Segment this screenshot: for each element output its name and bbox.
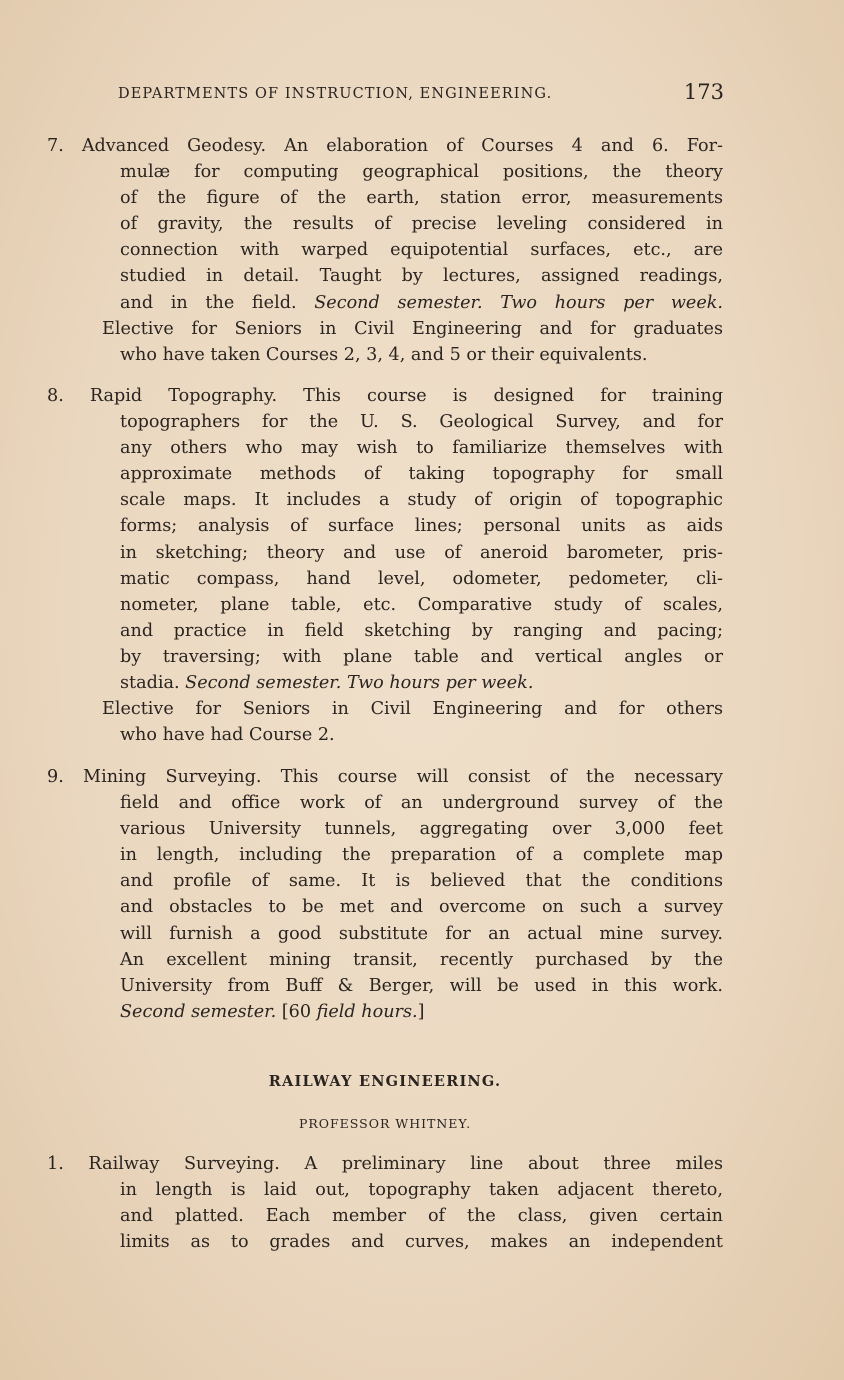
course-line: 7. Advanced Geodesy. An elaboration of Courses 4 and 6. For-	[47, 136, 723, 156]
course-line: approximate methods of taking topography for small	[120, 464, 723, 485]
course-text: and in the field.	[120, 292, 315, 313]
course-line: 9. Mining Surveying. This course will consist of the necessary	[47, 767, 723, 787]
section-heading: RAILWAY ENGINEERING.	[268, 1073, 502, 1090]
course-line	[47, 999, 723, 1025]
course-line: topographers for the U. S. Geological Survey, and for	[120, 412, 723, 433]
course-line: and profile of same. It is believed that the conditions	[120, 871, 723, 892]
course-line: of the figure of the earth, station error, measurements	[120, 188, 723, 209]
course-line: any others who may wish to familiarize themselves with	[120, 438, 723, 459]
course-8-rapid-topography	[47, 383, 723, 748]
course-schedule: Second semester.	[120, 1001, 277, 1022]
course-line: forms; analysis of surface lines; personal units as aids	[120, 516, 723, 537]
course-line: by traversing; with plane table and vertical angles or	[120, 646, 723, 667]
course-7-advanced-geodesy	[47, 133, 723, 368]
course-line: 1. Railway Surveying. A preliminary line about three miles	[47, 1154, 723, 1174]
running-head	[118, 80, 724, 110]
course-line: scale maps. It includes a study of origin of topographic	[120, 490, 723, 511]
course-line: mulæ for computing geographical positions, the theory	[120, 162, 723, 183]
course-line: and platted. Each member of the class, given certain	[120, 1206, 723, 1227]
course-line: various University tunnels, aggregating over 3,000 feet	[120, 819, 723, 840]
course-hours: field hours.	[316, 1001, 418, 1022]
elective-line: who have taken Courses 2, 3, 4, and 5 or their equivalents.	[120, 344, 648, 365]
course-line: field and office work of an underground survey of the	[120, 793, 723, 814]
page-number: 173	[683, 80, 724, 104]
course-line	[47, 670, 723, 696]
course-line: in length is laid out, topography taken adjacent thereto,	[120, 1180, 723, 1201]
course-line: limits as to grades and curves, makes an independent	[120, 1232, 723, 1253]
course-line: in sketching; theory and use of aneroid barometer, pris-	[120, 542, 723, 563]
course-text: ]	[417, 1001, 425, 1022]
course-line: connection with warped equipotential surfaces, etc., are	[120, 240, 723, 261]
course-line: and obstacles to be met and overcome on such a survey	[120, 897, 723, 918]
course-schedule: Second semester. Two hours per week.	[185, 673, 534, 694]
course-line: matic compass, hand level, odometer, pedometer, cli-	[120, 568, 723, 589]
course-line: 8. Rapid Topography. This course is designed for training	[47, 386, 723, 406]
running-title: DEPARTMENTS OF INSTRUCTION, ENGINEERING.	[118, 86, 553, 102]
course-text: [60	[276, 1001, 317, 1022]
course-line: nometer, plane table, etc. Comparative study of scales,	[120, 594, 723, 615]
course-line: studied in detail. Taught by lectures, assigned readings,	[120, 266, 723, 287]
course-9-mining-surveying	[47, 764, 723, 1025]
elective-line: Elective for Seniors in Civil Engineering and for others	[102, 699, 723, 720]
course-text: stadia.	[120, 673, 186, 694]
course-schedule: Second semester. Two hours per week.	[314, 292, 723, 313]
elective-line: Elective for Seniors in Civil Engineering and for graduates	[102, 318, 723, 339]
course-line	[47, 290, 723, 316]
course-line: University from Buff & Berger, will be used in this work.	[120, 975, 723, 996]
elective-line: who have had Course 2.	[120, 725, 335, 746]
course-line: of gravity, the results of precise leveling considered in	[120, 214, 723, 235]
course-line: will furnish a good substitute for an actual mine survey.	[120, 923, 723, 944]
course-line: in length, including the preparation of a complete map	[120, 845, 723, 866]
section-professor: PROFESSOR WHITNEY.	[298, 1116, 472, 1131]
course-line: An excellent mining transit, recently purchased by the	[120, 949, 723, 970]
course-line: and practice in field sketching by ranging and pacing;	[120, 620, 723, 641]
course-railway-surveying	[47, 1151, 723, 1255]
